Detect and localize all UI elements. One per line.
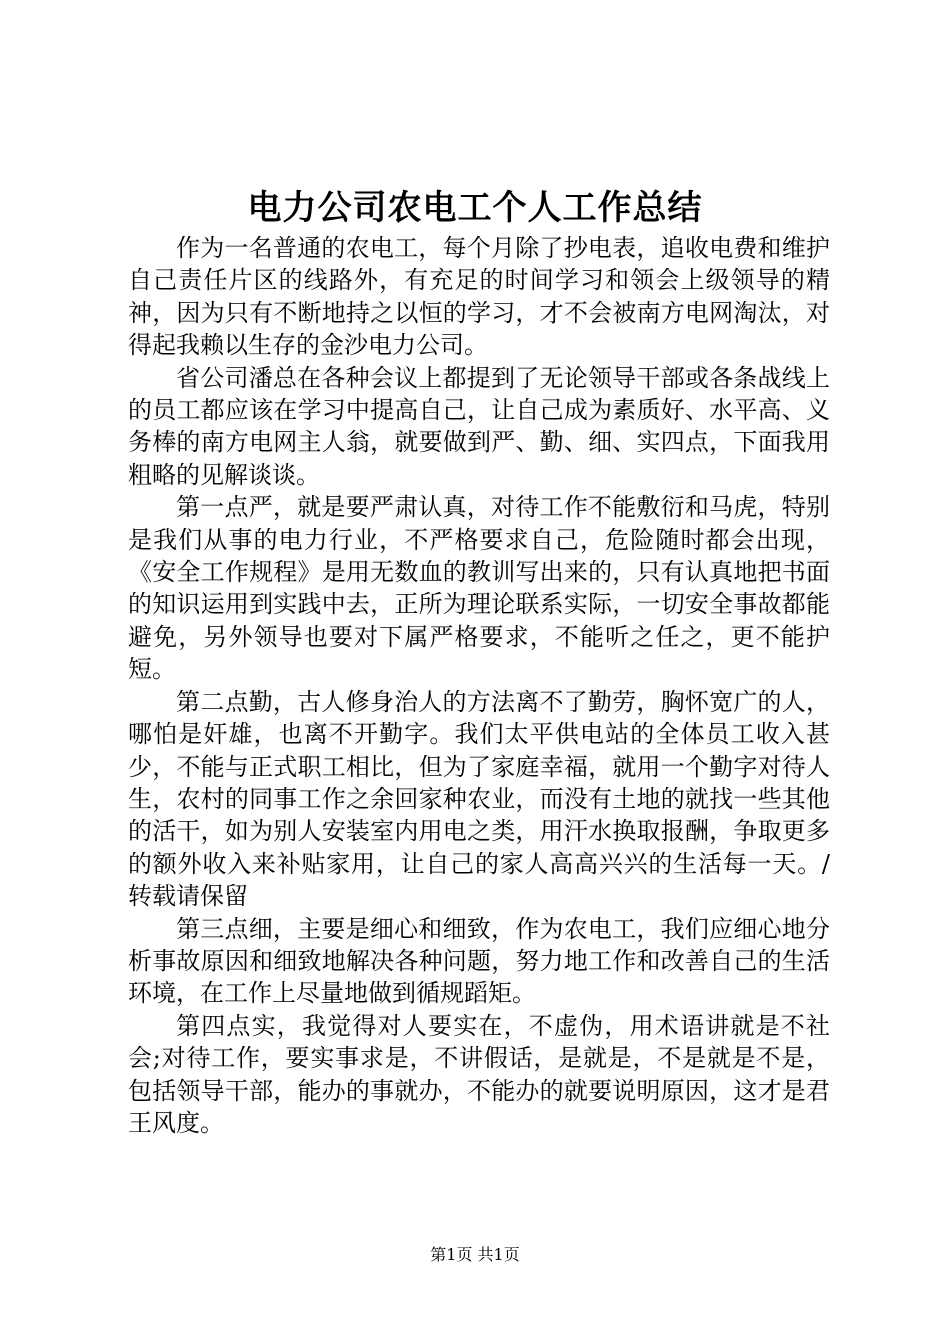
document-title: 电力公司农电工个人工作总结 (247, 188, 703, 228)
paragraph: 第三点细，主要是细心和细致，作为农电工，我们应细心地分析事故原因和细致地解决各种问题，努力地工作和改善自己的生活环境，在工作上尽量地做到循规蹈矩。 (128, 914, 830, 1008)
paragraph: 省公司潘总在各种会议上都提到了无论领导干部或各条战线上的员工都应该在学习中提高自己，让自己成为素质好、水平高、义务棒的南方电网主人翁，就要做到严、勤、细、实四点，下面我用粗略的见解谈谈。 (128, 363, 830, 489)
paragraph: 第四点实，我觉得对人要实在，不虚伪，用术语讲就是不社会;对待工作，要实事求是，不讲假话，是就是，不是就是不是，包括领导干部，能办的事就办，不能办的就要说明原因，这才是君王风度。 (128, 1011, 830, 1137)
document-body (128, 232, 830, 1139)
paragraph: 第一点严，就是要严肃认真，对待工作不能敷衍和马虎，特别是我们从事的电力行业，不严格要求自己，危险随时都会出现，《安全工作规程》是用无数血的教训写出来的，只有认真地把书面的知识运用到实践中去，正所为理论联系实际，一切安全事故都能避免，另外领导也要对下属严格要求，不能听之任之，更不能护短。 (128, 493, 830, 684)
paragraph: 作为一名普通的农电工，每个月除了抄电表，追收电费和维护自己责任片区的线路外，有充足的时间学习和领会上级领导的精神，因为只有不断地持之以恒的学习，才不会被南方电网淘汰，对得起我赖以生存的金沙电力公司。 (128, 234, 830, 360)
page-number-footer: 第1页 共1页 (430, 1245, 520, 1264)
paragraph: 第二点勤，古人修身治人的方法离不了勤劳，胸怀宽广的人，哪怕是奸雄，也离不开勤字。我们太平供电站的全体员工收入甚少，不能与正式职工相比，但为了家庭幸福，就用一个勤字对待人生，农村的同事工作之余回家种农业，而没有土地的就找一些其他的活干，如为别人安装室内用电之类，用汗水换取报酬，争取更多的额外收入来补贴家用，让自己的家人高高兴兴的生活每一天。/转载请保留 (128, 687, 830, 911)
